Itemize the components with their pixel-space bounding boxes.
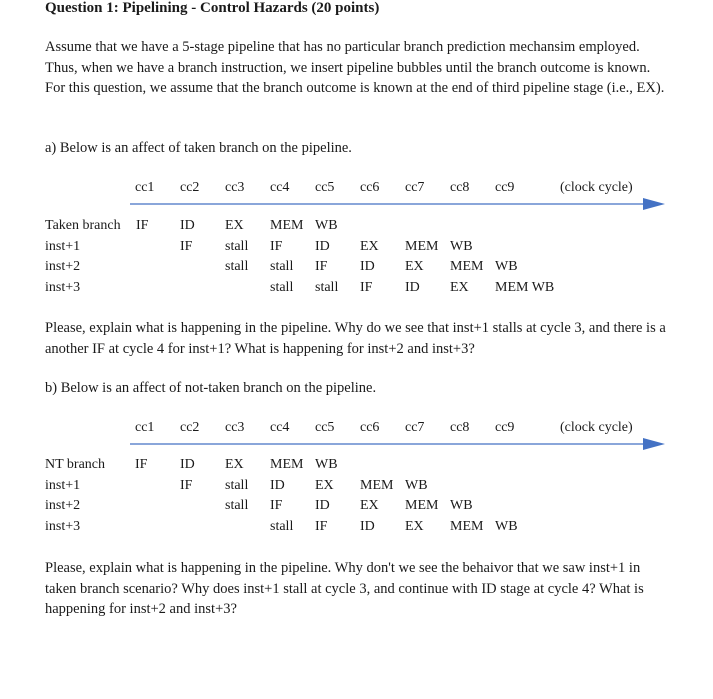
- pipeline-stage: ID: [180, 457, 195, 472]
- pipeline-stage: MEM: [405, 498, 439, 513]
- pipeline-stage: ID: [360, 518, 375, 534]
- part-b-heading: b) Below is an affect of not-taken branch on the pipeline.: [45, 380, 377, 396]
- cycle-header: cc4: [270, 420, 290, 435]
- pipeline-stage: WB: [495, 518, 518, 534]
- cycle-header: cc4: [270, 180, 290, 195]
- pipeline-stage: stall: [270, 259, 294, 274]
- pipeline-stage: EX: [360, 238, 379, 254]
- cycle-header: cc9: [495, 420, 515, 435]
- pipeline-stage: stall: [225, 477, 249, 493]
- pipeline-stage: EX: [225, 218, 244, 233]
- pipeline-stage: EX: [360, 498, 379, 513]
- pipeline-stage: EX: [225, 457, 244, 472]
- pipeline-stage: IF: [180, 238, 193, 254]
- pipeline-stage: ID: [405, 279, 420, 295]
- instruction-label: Taken branch: [45, 218, 121, 233]
- pipeline-stage: ID: [360, 259, 375, 274]
- pipeline-stage: stall: [225, 259, 249, 274]
- pipeline-stage: stall: [270, 518, 294, 534]
- cycle-header: cc1: [135, 180, 155, 195]
- pipeline-stage: IF: [270, 238, 283, 254]
- pipeline-stage: WB: [450, 238, 473, 254]
- pipeline-stage: WB: [315, 218, 338, 233]
- pipeline-stage: MEM WB: [495, 279, 555, 295]
- pipeline-stage: MEM: [270, 457, 304, 472]
- pipeline-stage: stall: [315, 279, 339, 295]
- pipeline-stage: ID: [270, 477, 285, 493]
- pipeline-stage: WB: [495, 259, 518, 274]
- pipeline-stage: MEM: [405, 238, 439, 254]
- cycle-header: cc7: [405, 180, 425, 195]
- pipeline-stage: stall: [270, 279, 294, 295]
- part-a-heading: a) Below is an affect of taken branch on the pipeline.: [45, 140, 352, 156]
- pipeline-stage: WB: [405, 477, 428, 493]
- pipeline-stage: IF: [270, 498, 283, 513]
- part-b-question: Please, explain what is happening in the pipeline. Why don't we see the behaivor that we saw inst+1 in taken branch scenario? Why does inst+1 stall at cycle 3, and continue with ID stage at cycle 4? What is happening for inst+2 and inst+3?: [45, 560, 644, 617]
- cycle-header: cc6: [360, 180, 380, 195]
- pipeline-stage: MEM: [450, 259, 484, 274]
- pipeline-stage: ID: [315, 238, 330, 254]
- cycle-header: cc2: [180, 420, 200, 435]
- cycle-header: cc8: [450, 180, 470, 195]
- pipeline-stage: ID: [180, 218, 195, 233]
- pipeline-stage: WB: [315, 457, 338, 472]
- pipeline-stage: IF: [136, 218, 149, 233]
- pipeline-stage: MEM: [450, 518, 484, 534]
- instruction-label: NT branch: [45, 457, 105, 472]
- part-a-question: Please, explain what is happening in the pipeline. Why do we see that inst+1 stalls at cycle 3, and there is a another IF at cycle 4 for inst+1? What is happening for inst+2 and inst+3?: [45, 320, 666, 357]
- pipeline-stage: EX: [315, 477, 334, 493]
- pipeline-stage: IF: [135, 457, 148, 472]
- pipeline-stage: stall: [225, 238, 249, 254]
- instruction-label: inst+3: [45, 518, 81, 534]
- instruction-label: inst+3: [45, 279, 81, 295]
- cycle-header: cc8: [450, 420, 470, 435]
- pipeline-stage: MEM: [360, 477, 394, 493]
- clock-cycle-label: (clock cycle): [560, 420, 633, 435]
- instruction-label: inst+2: [45, 498, 81, 513]
- pipeline-stage: IF: [315, 259, 328, 274]
- question-intro: Assume that we have a 5-stage pipeline that has no particular branch prediction mechansim employed. Thus, when we have a branch instruction, we insert pipeline bubbles until the branch outcome is known. For this question, we assume that the branch outcome is known at the end of third pipeline stage (i.e., EX).: [45, 39, 665, 96]
- question-title: Question 1: Pipelining - Control Hazards (20 points): [45, 0, 380, 16]
- clock-cycle-label: (clock cycle): [560, 180, 633, 195]
- cycle-header: cc2: [180, 180, 200, 195]
- cycle-header: cc3: [225, 180, 245, 195]
- cycle-header: cc7: [405, 420, 425, 435]
- instruction-label: inst+2: [45, 259, 81, 274]
- pipeline-stage: WB: [450, 498, 473, 513]
- pipeline-stage: stall: [225, 498, 249, 513]
- pipeline-stage: ID: [315, 498, 330, 513]
- cycle-header: cc6: [360, 420, 380, 435]
- cycle-header: cc9: [495, 180, 515, 195]
- pipeline-stage: EX: [405, 259, 424, 274]
- pipeline-stage: IF: [360, 279, 373, 295]
- clock-cycle-arrow: [130, 437, 665, 451]
- pipeline-stage: IF: [180, 477, 193, 493]
- pipeline-stage: IF: [315, 518, 328, 534]
- cycle-header: cc5: [315, 180, 335, 195]
- cycle-header: cc1: [135, 420, 155, 435]
- cycle-header: cc5: [315, 420, 335, 435]
- instruction-label: inst+1: [45, 477, 81, 493]
- clock-cycle-arrow: [130, 197, 665, 211]
- pipeline-stage: EX: [450, 279, 469, 295]
- instruction-label: inst+1: [45, 238, 81, 254]
- cycle-header: cc3: [225, 420, 245, 435]
- pipeline-stage: MEM: [270, 218, 304, 233]
- pipeline-stage: EX: [405, 518, 424, 534]
